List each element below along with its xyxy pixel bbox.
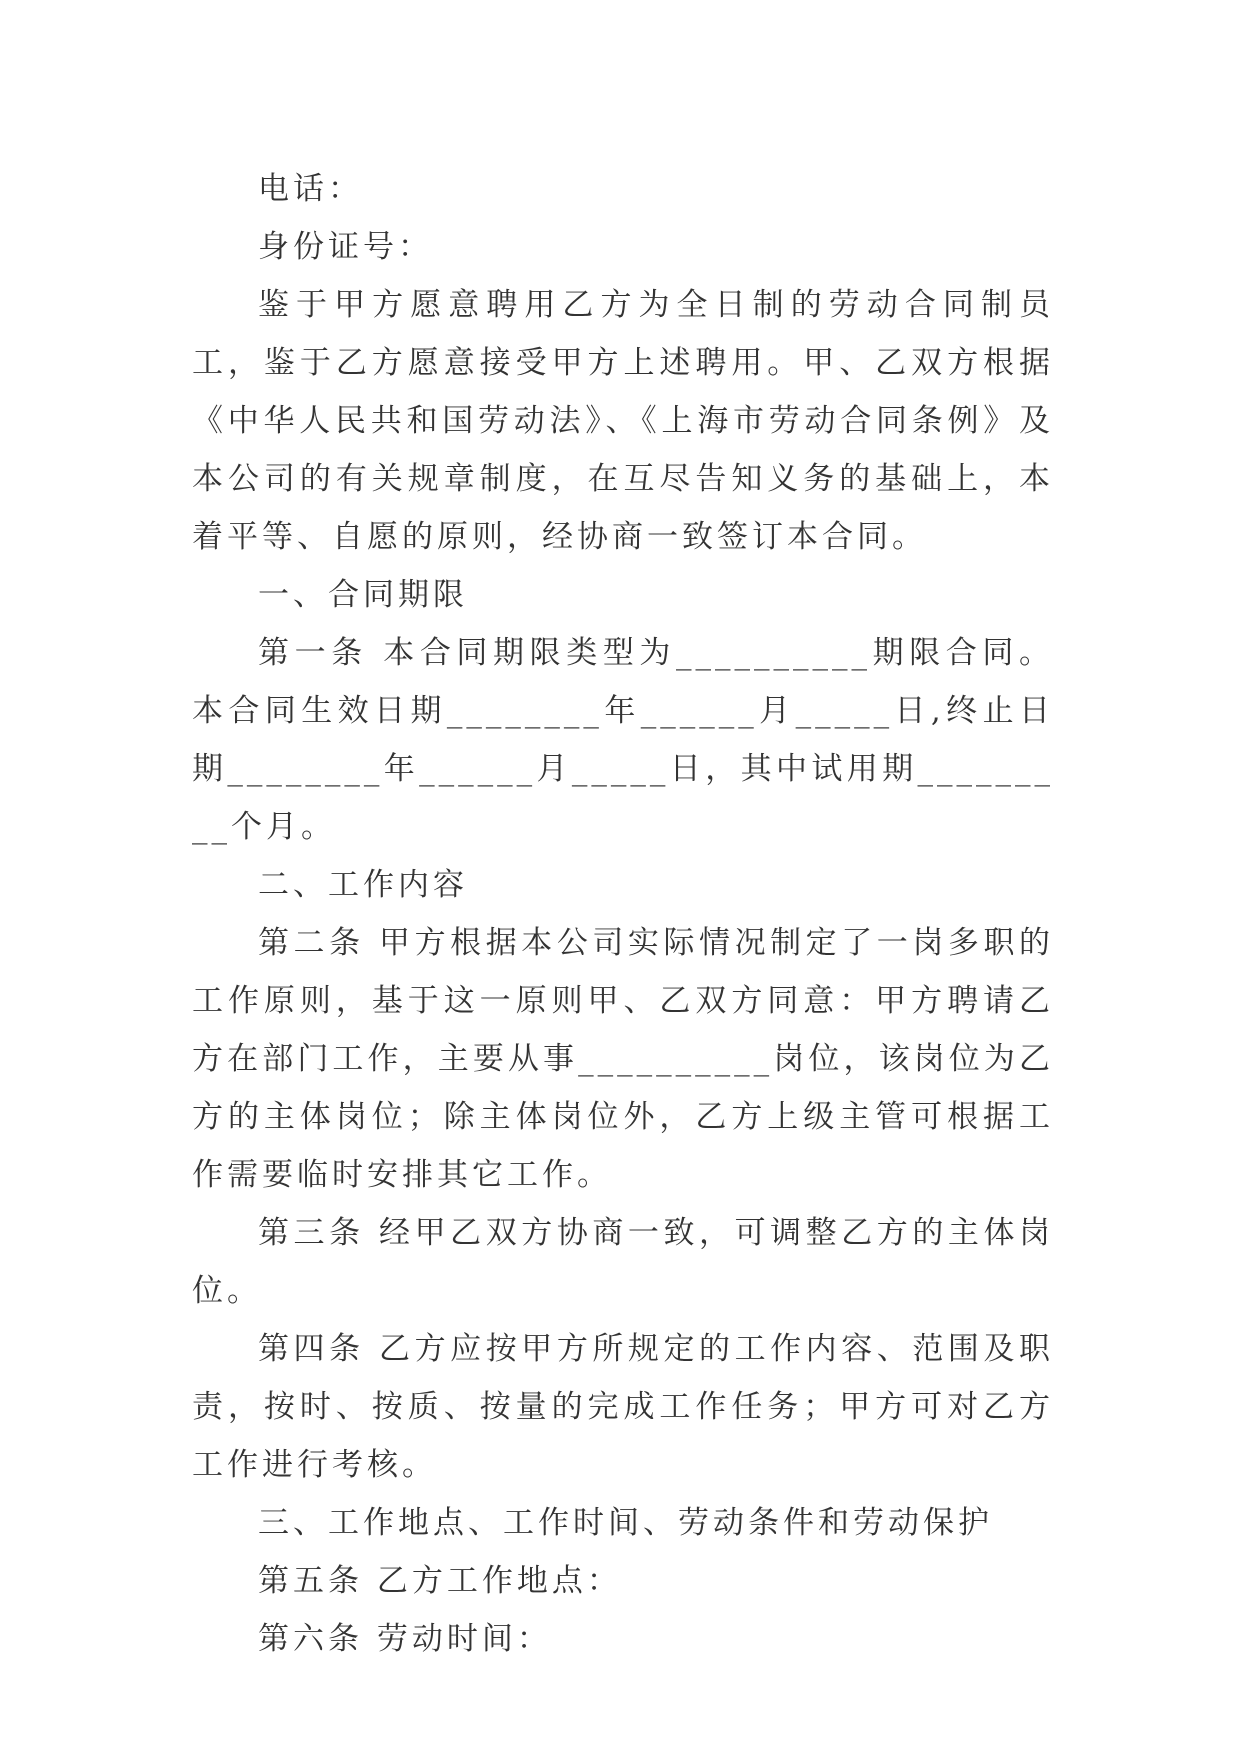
section-heading-work-content: 二、工作内容 (258, 867, 468, 903)
article-1-paragraph: 第一条 本合同期限类型为__________期限合同。本合同生效日期________年______月_____日,终止日期________年______月_____日，其中试用期_________个月。 (192, 635, 1054, 845)
article-5-paragraph: 第五条 乙方工作地点： (258, 1563, 622, 1599)
article-6-paragraph: 第六条 劳动时间： (258, 1621, 552, 1657)
document-body (192, 160, 1054, 1668)
article-2-paragraph: 第二条 甲方根据本公司实际情况制定了一岗多职的工作原则，基于这一原则甲、乙双方同意：甲方聘请乙方在部门工作，主要从事__________岗位，该岗位为乙方的主体岗位；除主体岗位外，乙方上级主管可根据工作需要临时安排其它工作。 (192, 925, 1054, 1193)
section-heading-workplace: 三、工作地点、工作时间、劳动条件和劳动保护 (258, 1505, 993, 1541)
phone-line: 电话： (258, 171, 363, 207)
id-number-line: 身份证号： (258, 229, 433, 265)
article-4-paragraph: 第四条 乙方应按甲方所规定的工作内容、范围及职责，按时、按质、按量的完成工作任务；甲方可对乙方工作进行考核。 (192, 1331, 1054, 1483)
article-3-paragraph: 第三条 经甲乙双方协商一致，可调整乙方的主体岗位。 (192, 1215, 1054, 1309)
preamble-paragraph: 鉴于甲方愿意聘用乙方为全日制的劳动合同制员工，鉴于乙方愿意接受甲方上述聘用。甲、乙双方根据《中华人民共和国劳动法》、《上海市劳动合同条例》及本公司的有关规章制度，在互尽告知义务的基础上，本着平等、自愿的原则，经协商一致签订本合同。 (192, 287, 1054, 555)
section-heading-term: 一、合同期限 (258, 577, 468, 613)
